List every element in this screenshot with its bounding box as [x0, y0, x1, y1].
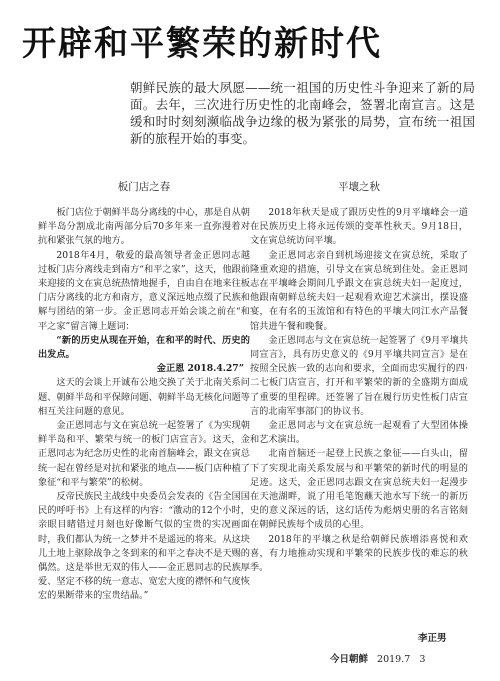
article-title: 开辟和平繁荣的新时代: [22, 24, 382, 64]
paragraph: 2018年的平壤之秋是给朝鲜民族增添喜悦和欢喜，有力地推动实现和平繁荣的民族步伐的难忘的秋季。: [250, 533, 468, 574]
quote-text: “新的历史从现在开始，在和平的时代、历史的出发点。: [38, 334, 250, 361]
magazine-name: 今日朝鲜: [330, 654, 369, 665]
paragraph: 金正恩同志与文在寅总统一起签署了《9月平壤共同宣言》，具有历史意义的《9月平壤共同宣言》是在按照全民族一致的志向和要求，全面而忠实履行的四·二七板门店宣言，打开和平繁荣的新的全盛期方面成了重要的里程碑。还签署了旨在履行历史性板门店宣言的北南军事部门的协议书。: [250, 334, 468, 417]
paragraph: 反帝民族民主战线中央委员会发表的《告全国国民的呼吁书》上有这样的内容：“激动的12个小时，亲眼目睹错过月刻也好像断气似的宝贵的实况画面时，我们都认为统一之梦并不是遥远的将来。从这块儿土地上驱除战争之冬到来的和平之春决不是天赐的偶然。这是举世无双的伟人——金正恩同志的民族厚爱、坚定不移的统一意志、宽宏大度的襟怀和气度恢宏的果断带来的宝贵结晶。”: [38, 491, 250, 602]
left-column: [38, 180, 250, 604]
page-number: 3: [419, 654, 426, 665]
right-column: [250, 180, 468, 575]
section-heading-spring: 板门店之春: [117, 181, 171, 193]
paragraph: 北南首脑还一起登上民族之象征——白头山，留下了实现北南关系发展与和平繁荣的新时代的明显的足迹。这天，金正恩同志跟文在寅总统夫妇一起漫步在天池湖畔，说了用毛笔饱蘸天池水写下统一的新历史的意义深远的话，这幻话传为彪炳史册的名言铭刻在朝鲜民族每个成员的心里。: [250, 448, 468, 531]
guestbook-quote: [38, 334, 250, 377]
paragraph: 这天的会谈上开诚布公地交换了关于北南关系问题、朝鲜半岛和平保障问题、朝鲜半岛无核化问题等相互关注问题的意见。: [38, 377, 250, 417]
paragraph: 板门店位于朝鲜半岛分离线的中心，那是自从朝鲜半岛分割成北南两部分后70多年来一直弥漫着对抗和紧张气氛的地方。: [38, 207, 250, 247]
paragraph: 金正恩同志亲自到机场迎接文在寅总统，采取了隆重欢迎的措施，引导文在寅总统到住处。金正恩同志在平壤峰会期间几乎跟文在寅总统夫妇一起度过，他跟南朝鲜总统夫妇一起观看欢迎艺术演出，摆设盛宴，在有名的玉流馆和有特色的平壤大同江水产品餐馆共进午餐和晚餐。: [250, 249, 468, 332]
article-intro: 朝鲜民族的最大夙愿——统一祖国的历史性斗争迎来了新的局面。去年，三次进行历史性的北南峰会，签署北南宣言。这是缓和时时刻刻濒临战争边缘的极为紧张的局势，宣布统一祖国新的旅程开始的事变。: [130, 80, 475, 146]
quote-signature: 金正恩 2018.4.27”: [156, 363, 244, 375]
page-footer: [330, 652, 480, 668]
paragraph: 2018年秋天是成了跟历史性的9月平壤峰会一道在民族历史上将永远传颂的变革性秋天。9月18日，文在寅总统访问平壤。: [250, 207, 468, 247]
paragraph: 金正恩同志与文在寅总统一起观看了大型团体操和艺术演出。: [250, 420, 468, 446]
issue-number: 2019.7: [377, 654, 411, 665]
paragraph: 金正恩同志与文在寅总统一起签署了《为实现朝鲜半岛和平、繁荣与统一的板门店宣言》。这天，金正恩同志为纪念历史性的北南首脑峰会，跟文在寅总统一起在曾经是对抗和紧张的地点——板门店种植了象征“和平与繁荣”的松树。: [38, 420, 250, 488]
paragraph: 2018年4月，敬爱的最高领导者金正恩同志越过板门店分离线走到南方“和平之家”，这天，他跟前来迎接的文在寅总统热情地握手，自由自在地来往板门店分离线的北方和南方，意义深远地点缀了民族和解与团结的第一步。金正恩同志开始会谈之前在“和平之家”留言簿上题词：: [38, 249, 250, 332]
section-heading-autumn: 平壤之秋: [338, 181, 380, 193]
author-name: 李正男: [418, 633, 447, 644]
